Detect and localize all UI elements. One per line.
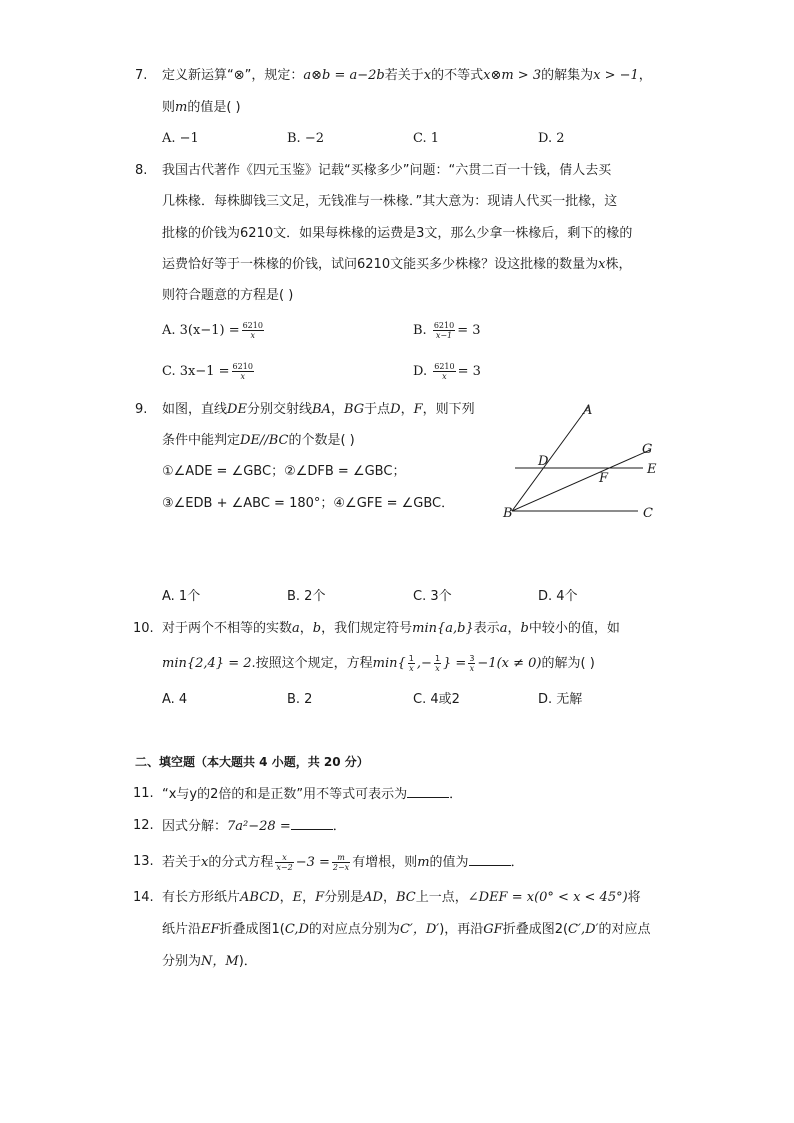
- q13-number: 13.: [133, 854, 154, 869]
- q9-line2: 条件中能判定DE//BC的个数是( ): [162, 433, 355, 448]
- q9-option-d[interactable]: D. 4个: [538, 589, 578, 604]
- q10-line1: 对于两个不相等的实数a，b，我们规定符号min{a,b}表示a，b中较小的值，如: [162, 621, 620, 636]
- q13-line: 若关于x的分式方程 $\frac{x}{x-2}$ −3 = $\frac{m}{2-x}$ 有增根，则m的值为 ．: [162, 853, 524, 872]
- q10-line2: min{2,4} = 2.按照这个规定，方程min{ $\frac{1}{x}$ ,− $\frac{1}{x}$ } = $\frac{3}{x}$ −1(x ≠ 0)的解为( ): [162, 654, 595, 673]
- q9-option-b[interactable]: B. 2个: [287, 589, 326, 604]
- q9-line1: 如图，直线DE分别交射线BA，BG于点D，F，则下列: [162, 402, 475, 417]
- q12-line: 因式分解：7a²−28 = ．: [162, 819, 346, 834]
- q9-conditions-1: ①∠ADE = ∠GBC；②∠DFB = ∠GBC；: [162, 464, 406, 479]
- q8-line3: 批椽的价钱为6210文．如果每株椽的运费是3文，那么少拿一株椽后，剩下的椽的: [162, 226, 633, 241]
- label-a: A: [583, 403, 593, 418]
- q9-option-a[interactable]: A. 1个: [162, 589, 201, 604]
- q7-line1: 定义新运算“⊗”，规定：a⊗b = a−2b若关于x的不等式x⊗m > 3的解集为x > −1，: [162, 68, 652, 83]
- label-c: C: [643, 506, 653, 521]
- q9-geometry-figure: [495, 398, 670, 528]
- q14-line2: 纸片沿EF折叠成图1(C,D的对应点分别为C′，D′)，再沿GF折叠成图2(C′,D′的对应点: [162, 922, 651, 937]
- q7-number: 7.: [135, 68, 148, 83]
- q7-option-a[interactable]: A. −1: [162, 131, 199, 146]
- label-b: B: [503, 506, 513, 521]
- q9-conditions-2: ③∠EDB + ∠ABC = 180°；④∠GFE = ∠GBC．: [162, 496, 455, 511]
- q8-option-d[interactable]: D. $\frac{6210}{x}$ = 3: [413, 362, 481, 381]
- ray-ba: [512, 407, 588, 511]
- q7-line2: 则m的值是( ): [162, 100, 241, 115]
- q11-number: 11.: [133, 786, 154, 801]
- q10-option-b[interactable]: B. 2: [287, 692, 313, 707]
- q8-option-c[interactable]: C. 3x−1 = $\frac{6210}{x}$: [162, 362, 253, 381]
- q14-number: 14.: [133, 890, 154, 905]
- q8-number: 8.: [135, 163, 148, 178]
- ray-bg: [512, 450, 650, 511]
- q12-number: 12.: [133, 818, 154, 833]
- q8-line2: 几株椽．每株脚钱三文足，无钱准与一株椽．”其大意为：现请人代买一批椽，这: [162, 194, 618, 209]
- q7-option-b[interactable]: B. −2: [287, 131, 324, 146]
- q8-option-b[interactable]: B. $\frac{6210}{x-1}$ = 3: [413, 321, 481, 340]
- q10-option-d[interactable]: D. 无解: [538, 692, 583, 707]
- q11-line: “x与y的2倍的和是正数”用不等式可表示为 ．: [162, 787, 463, 802]
- label-f: F: [599, 471, 609, 486]
- q12-answer-blank[interactable]: [291, 817, 333, 830]
- q7-option-d[interactable]: D. 2: [538, 131, 565, 146]
- q9-option-c[interactable]: C. 3个: [413, 589, 452, 604]
- q8-line5: 则符合题意的方程是( ): [162, 288, 294, 303]
- label-g: G: [642, 442, 653, 457]
- q8-option-a[interactable]: A. 3(x−1) = $\frac{6210}{x}$: [162, 321, 263, 340]
- q8-line1: 我国古代著作《四元玉鉴》记载“买椽多少”问题：“六贯二百一十钱，倩人去买: [162, 163, 612, 178]
- q10-option-c[interactable]: C. 4或2: [413, 692, 460, 707]
- q7-option-c[interactable]: C. 1: [413, 131, 440, 146]
- q8-line4: 运费恰好等于一株椽的价钱，试问6210文能买多少株椽？设这批椽的数量为x株，: [162, 257, 632, 272]
- q13-answer-blank[interactable]: [469, 853, 511, 866]
- section-heading: 二、填空题（本大题共 4 小题，共 20 分）: [135, 755, 369, 769]
- q14-line1: 有长方形纸片ABCD，E，F分别是AD，BC上一点，∠DEF = x(0° < x < 45°)将: [162, 890, 641, 905]
- q10-number: 10.: [133, 621, 154, 636]
- q14-line3: 分别为N，M)．: [162, 954, 257, 969]
- label-e: E: [647, 462, 657, 477]
- q11-answer-blank[interactable]: [407, 785, 449, 798]
- q9-number: 9.: [135, 402, 148, 417]
- q10-option-a[interactable]: A. 4: [162, 692, 188, 707]
- label-d: D: [538, 454, 549, 469]
